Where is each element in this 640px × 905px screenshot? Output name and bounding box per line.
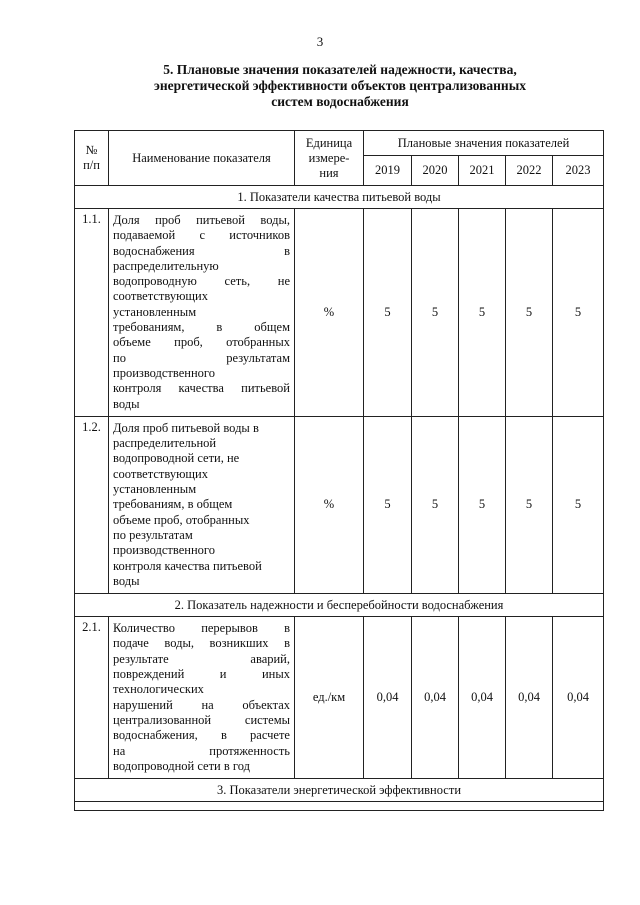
heading-line: энергетической эффективности объектов централизованных: [153, 78, 526, 93]
row-unit: ед./км: [295, 617, 364, 779]
row-value: 5: [364, 209, 412, 417]
indicators-table: [74, 130, 604, 811]
row-value: 5: [364, 416, 412, 593]
page-number: 3: [316, 34, 324, 49]
section-row: [75, 186, 604, 209]
header-year: 2019: [364, 156, 412, 186]
row-number: 2.1.: [75, 617, 109, 779]
section-row: [75, 779, 604, 802]
table-row-empty: [75, 802, 604, 811]
header-planned-values: Плановые значения показателей: [364, 131, 604, 156]
table-row: [75, 416, 604, 593]
header-year: 2020: [412, 156, 459, 186]
section-title: 3. Показатели энергетической эффективности: [75, 779, 604, 802]
header-number: № п/п: [75, 131, 109, 186]
row-indicator-name: Доля проб питьевой воды, подаваемой с источников водоснабжения в распределительную водопроводную сеть, не соответствующих установленным требованиям, в общем объеме проб, отобранных по результатам производственного контроля качества питьевой воды: [109, 209, 295, 417]
row-value: 5: [506, 209, 553, 417]
row-value: 0,04: [459, 617, 506, 779]
section-heading: [100, 62, 580, 110]
section-row: [75, 594, 604, 617]
row-unit: %: [295, 416, 364, 593]
row-value: 0,04: [364, 617, 412, 779]
heading-line: 5. Плановые значения показателей надежности, качества,: [163, 62, 517, 77]
row-value: 0,04: [553, 617, 604, 779]
header-row: [75, 131, 604, 156]
section-title: 1. Показатели качества питьевой воды: [75, 186, 604, 209]
row-indicator-name: Количество перерывов в подаче воды, возникших в результате аварий, повреждений и иных технологических нарушений на объектах централизованной системы водоснабжения, в расчете на протяженность водопроводной сети в год: [109, 617, 295, 779]
row-number: 1.1.: [75, 209, 109, 417]
table-continuation: [75, 802, 604, 811]
row-number: 1.2.: [75, 416, 109, 593]
row-indicator-name: Доля проб питьевой воды в распределительной водопроводной сети, не соответствующих установленным требованиям, в общем объеме проб, отобранных по результатам производственного контроля качества питьевой воды: [109, 416, 295, 593]
row-value: 5: [553, 416, 604, 593]
row-value: 5: [506, 416, 553, 593]
row-value: 5: [459, 209, 506, 417]
row-value: 0,04: [506, 617, 553, 779]
row-unit: %: [295, 209, 364, 417]
row-value: 5: [412, 209, 459, 417]
row-value: 5: [412, 416, 459, 593]
section-title: 2. Показатель надежности и бесперебойности водоснабжения: [75, 594, 604, 617]
row-value: 0,04: [412, 617, 459, 779]
header-year: 2021: [459, 156, 506, 186]
header-year: 2023: [553, 156, 604, 186]
header-indicator-name: Наименование показателя: [109, 131, 295, 186]
row-value: 5: [553, 209, 604, 417]
heading-line: систем водоснабжения: [271, 94, 409, 109]
header-year: 2022: [506, 156, 553, 186]
header-unit: Единица измере- ния: [295, 131, 364, 186]
table-row: [75, 617, 604, 779]
row-value: 5: [459, 416, 506, 593]
table-row: [75, 209, 604, 417]
